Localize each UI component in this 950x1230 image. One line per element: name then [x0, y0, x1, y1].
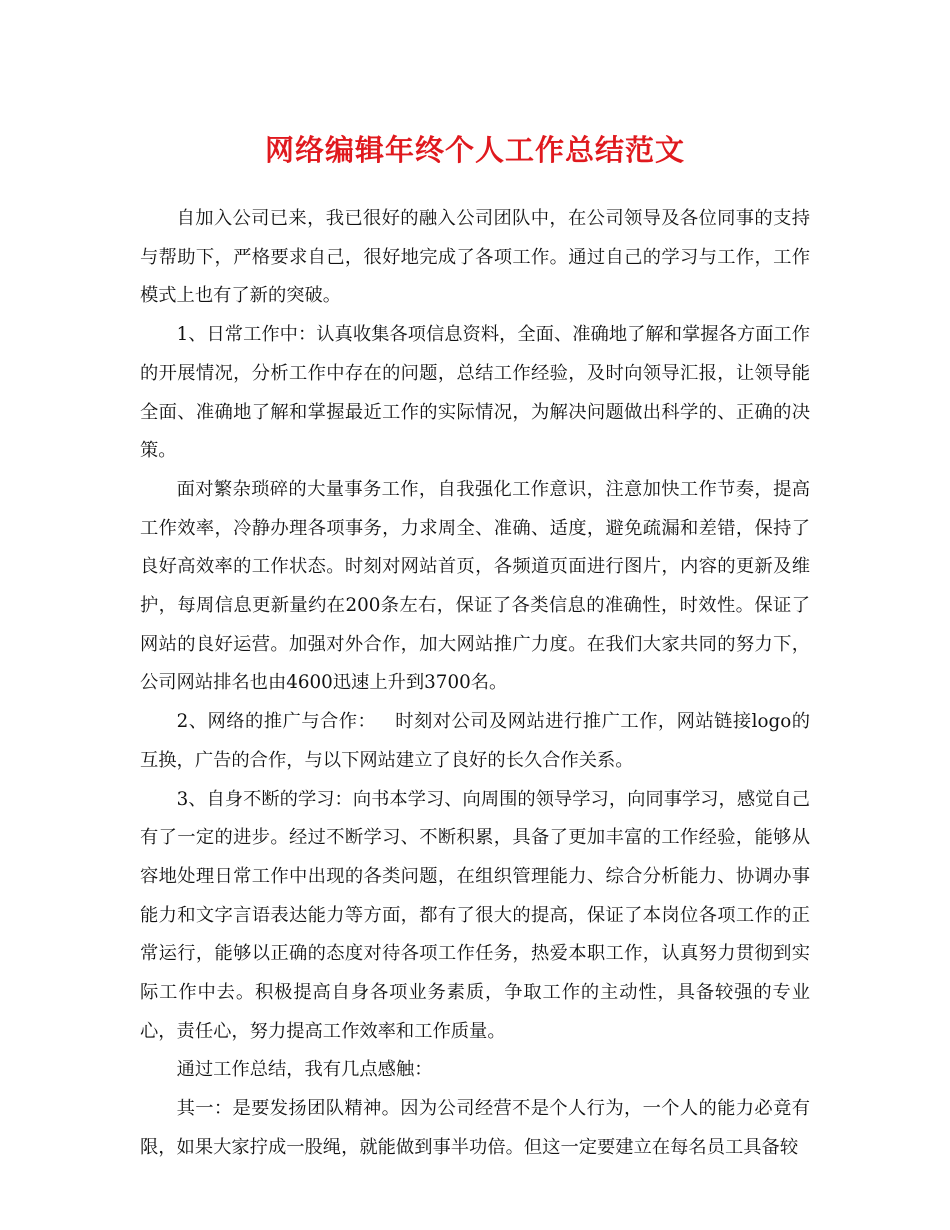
paragraph-teamwork: 其一：是要发扬团队精神。因为公司经营不是个人行为，一个人的能力必竟有限，如果大家拧成一股绳，就能做到事半功倍。但这一定要建立在每名员工具备较 [140, 1098, 810, 1158]
paragraph-promotion: 2、网络的推广与合作： 时刻对公司及网站进行推广工作，网站链接logo的互换，广告的合作，与以下网站建立了良好的长久合作关系。 [140, 711, 810, 771]
paragraph-daily-work: 1、日常工作中：认真收集各项信息资料，全面、准确地了解和掌握各方面工作的开展情况，分析工作中存在的问题，总结工作经验，及时向领导汇报，让领导能全面、准确地了解和掌握最近工作的实际情况，为解决问题做出科学的、正确的决策。 [140, 324, 810, 462]
document-title: 网络编辑年终个人工作总结范文 [264, 133, 685, 167]
paragraph-efficiency: 面对繁杂琐碎的大量事务工作，自我强化工作意识，注意加快工作节奏，提高工作效率，冷静办理各项事务，力求周全、准确、适度，避免疏漏和差错，保持了良好高效率的工作状态。时刻对网站首页，各频道页面进行图片，内容的更新及维护，每周信息更新量约在200条左右，保证了各类信息的准确性，时效性。保证了网站的良好运营。加强对外合作，加大网站推广力度。在我们大家共同的努力下，公司网站排名也由4600迅速上升到3700名。 [140, 478, 810, 694]
paragraph-learning: 3、自身不断的学习：向书本学习、向周围的领导学习，向同事学习，感觉自己有了一定的进步。经过不断学习、不断积累，具备了更加丰富的工作经验，能够从容地处理日常工作中出现的各类问题，在组织管理能力、综合分析能力、协调办事能力和文字言语表达能力等方面，都有了很大的提高，保证了本岗位各项工作的正常运行，能够以正确的态度对待各项工作任务，热爱本职工作，认真努力贯彻到实际工作中去。积极提高自身各项业务素质，争取工作的主动性，具备较强的专业心，责任心，努力提高工作效率和工作质量。 [140, 788, 810, 1042]
paragraph-intro: 自加入公司已来，我已很好的融入公司团队中，在公司领导及各位同事的支持与帮助下，严格要求自己，很好地完成了各项工作。通过自己的学习与工作，工作模式上也有了新的突破。 [140, 208, 810, 307]
document-body [140, 200, 810, 1168]
paragraph-reflection-intro: 通过工作总结，我有几点感触： [176, 1059, 433, 1081]
